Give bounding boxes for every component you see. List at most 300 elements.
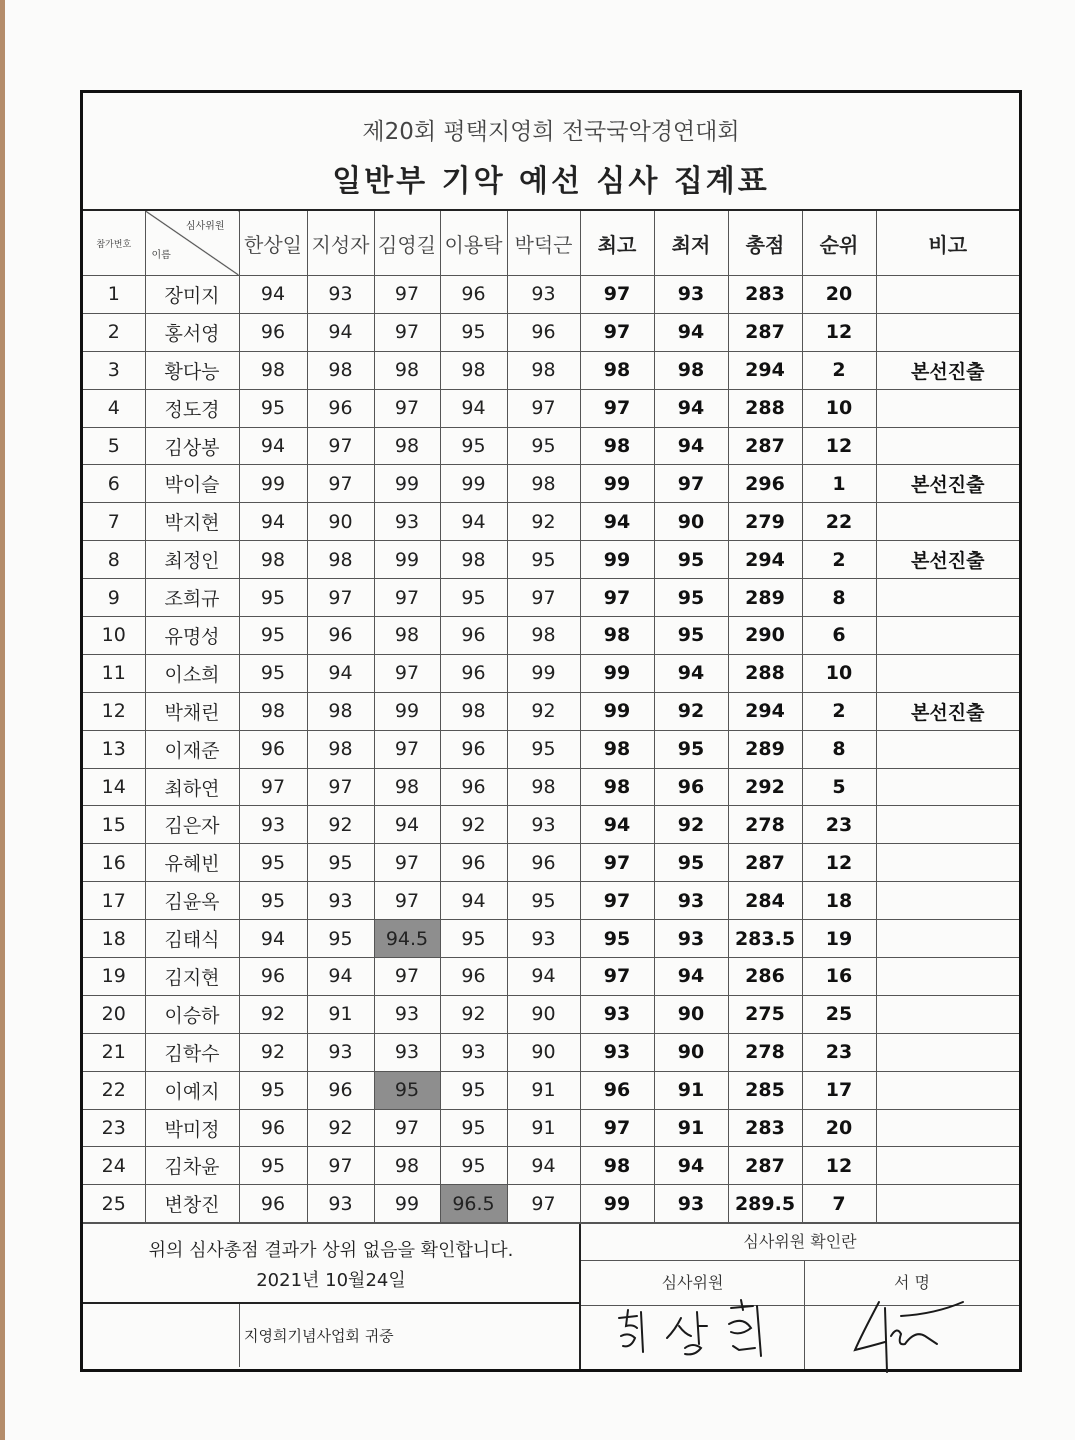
judge-score: 96 xyxy=(307,1071,374,1109)
judge-score: 95 xyxy=(440,579,507,617)
note xyxy=(876,730,1019,768)
low-score: 91 xyxy=(654,1071,728,1109)
judge-score: 98 xyxy=(374,1147,440,1185)
judge-score: 93 xyxy=(507,276,580,314)
col-number-header: 참가번호 xyxy=(83,211,145,276)
judge-score: 93 xyxy=(239,806,307,844)
organization-name: 지영희기념사업회 귀중 xyxy=(244,1327,394,1346)
participant-name: 황다능 xyxy=(145,351,239,389)
participant-number: 14 xyxy=(83,768,145,806)
high-score: 99 xyxy=(580,654,654,692)
high-score: 97 xyxy=(580,313,654,351)
high-score: 98 xyxy=(580,1147,654,1185)
note xyxy=(876,617,1019,655)
judge-score: 95 xyxy=(440,920,507,958)
rank: 19 xyxy=(802,920,876,958)
judge-score: 95 xyxy=(440,1071,507,1109)
judge-score: 96 xyxy=(239,1109,307,1147)
judge-score: 92 xyxy=(307,1109,374,1147)
judge-score: 93 xyxy=(507,920,580,958)
judge-score: 95 xyxy=(239,844,307,882)
note xyxy=(876,1071,1019,1109)
note xyxy=(876,276,1019,314)
judge-score: 99 xyxy=(374,541,440,579)
confirm-statement xyxy=(83,1224,579,1304)
note xyxy=(876,654,1019,692)
judge-score: 90 xyxy=(507,1033,580,1071)
note xyxy=(876,768,1019,806)
judge-score: 96 xyxy=(307,389,374,427)
note xyxy=(876,920,1019,958)
participant-number: 17 xyxy=(83,882,145,920)
note xyxy=(876,1109,1019,1147)
judge-score: 91 xyxy=(507,1071,580,1109)
rank: 12 xyxy=(802,427,876,465)
judge-score: 98 xyxy=(239,541,307,579)
judge-score: 98 xyxy=(239,351,307,389)
participant-number: 19 xyxy=(83,958,145,996)
sign-label: 서 명 xyxy=(805,1261,1019,1306)
participant-number: 13 xyxy=(83,730,145,768)
rank: 2 xyxy=(802,692,876,730)
total-score: 287 xyxy=(728,313,802,351)
table-row xyxy=(83,1147,1019,1185)
participant-name: 김지현 xyxy=(145,958,239,996)
judge-score: 97 xyxy=(374,958,440,996)
judge-score: 96 xyxy=(440,617,507,655)
note xyxy=(876,1147,1019,1185)
judge-score: 93 xyxy=(507,806,580,844)
participant-name: 이소희 xyxy=(145,654,239,692)
sheet-title: 일반부 기악 예선 심사 집계표 xyxy=(332,164,770,199)
judge-score: 97 xyxy=(374,654,440,692)
participant-name: 변창진 xyxy=(145,1185,239,1223)
header-row xyxy=(83,211,1019,276)
total-score: 294 xyxy=(728,541,802,579)
col-note-header: 비고 xyxy=(876,211,1019,276)
judge-score: 98 xyxy=(307,541,374,579)
participant-name: 김윤옥 xyxy=(145,882,239,920)
title-block xyxy=(83,93,1019,211)
rank: 5 xyxy=(802,768,876,806)
col-high-header: 최고 xyxy=(580,211,654,276)
participant-number: 3 xyxy=(83,351,145,389)
low-score: 94 xyxy=(654,427,728,465)
judge-score: 95 xyxy=(507,427,580,465)
judge-score: 96 xyxy=(239,958,307,996)
low-score: 94 xyxy=(654,313,728,351)
participant-number: 22 xyxy=(83,1071,145,1109)
judge-score: 94 xyxy=(307,654,374,692)
low-score: 94 xyxy=(654,1147,728,1185)
judge-score: 92 xyxy=(507,692,580,730)
judge-score: 98 xyxy=(374,427,440,465)
participant-number: 23 xyxy=(83,1109,145,1147)
total-score: 288 xyxy=(728,654,802,692)
judge-score: 98 xyxy=(307,351,374,389)
handwritten-signature xyxy=(805,1296,1021,1376)
judge-score: 95 xyxy=(307,920,374,958)
diag-name-label: 이름 xyxy=(151,250,171,261)
high-score: 98 xyxy=(580,730,654,768)
judge-score: 97 xyxy=(374,389,440,427)
table-row xyxy=(83,806,1019,844)
judge-score: 94 xyxy=(440,503,507,541)
participant-number: 5 xyxy=(83,427,145,465)
rank: 23 xyxy=(802,1033,876,1071)
participant-name: 김은자 xyxy=(145,806,239,844)
col-name-header xyxy=(145,211,239,276)
judge-score: 97 xyxy=(307,465,374,503)
judge-score: 94 xyxy=(239,503,307,541)
table-row xyxy=(83,730,1019,768)
footer-left xyxy=(83,1224,581,1369)
judge-score: 97 xyxy=(374,730,440,768)
col-judge-header: 이용탁 xyxy=(440,211,507,276)
low-score: 93 xyxy=(654,276,728,314)
high-score: 93 xyxy=(580,1033,654,1071)
handwritten-name-signature xyxy=(581,1296,805,1376)
total-score: 290 xyxy=(728,617,802,655)
rank: 10 xyxy=(802,654,876,692)
judge-score: 90 xyxy=(307,503,374,541)
total-score: 283.5 xyxy=(728,920,802,958)
organization-row xyxy=(83,1304,579,1367)
high-score: 94 xyxy=(580,806,654,844)
low-score: 92 xyxy=(654,692,728,730)
low-score: 95 xyxy=(654,617,728,655)
judge-score: 97 xyxy=(307,427,374,465)
low-score: 94 xyxy=(654,389,728,427)
judge-label: 심사위원 xyxy=(581,1261,804,1306)
judge-score: 95 xyxy=(239,882,307,920)
participant-number: 9 xyxy=(83,579,145,617)
judge-score: 95 xyxy=(440,1109,507,1147)
high-score: 98 xyxy=(580,427,654,465)
note xyxy=(876,389,1019,427)
participant-number: 24 xyxy=(83,1147,145,1185)
total-score: 279 xyxy=(728,503,802,541)
total-score: 289 xyxy=(728,579,802,617)
high-score: 97 xyxy=(580,389,654,427)
total-score: 286 xyxy=(728,958,802,996)
score-table xyxy=(83,211,1019,1223)
rank: 25 xyxy=(802,995,876,1033)
participant-name: 이예지 xyxy=(145,1071,239,1109)
judge-score: 95 xyxy=(239,389,307,427)
high-score: 93 xyxy=(580,995,654,1033)
participant-name: 홍서영 xyxy=(145,313,239,351)
low-score: 98 xyxy=(654,351,728,389)
total-score: 278 xyxy=(728,806,802,844)
participant-number: 10 xyxy=(83,617,145,655)
judge-confirm-title: 심사위원 확인란 xyxy=(581,1224,1019,1261)
table-row xyxy=(83,541,1019,579)
table-row xyxy=(83,995,1019,1033)
score-table-body xyxy=(83,276,1019,1223)
judge-score: 96 xyxy=(440,730,507,768)
participant-number: 6 xyxy=(83,465,145,503)
low-score: 94 xyxy=(654,654,728,692)
judge-score: 92 xyxy=(440,995,507,1033)
score-sheet xyxy=(80,90,1022,1372)
total-score: 287 xyxy=(728,427,802,465)
rank: 22 xyxy=(802,503,876,541)
participant-name: 장미지 xyxy=(145,276,239,314)
table-row xyxy=(83,768,1019,806)
judge-score: 94 xyxy=(507,1147,580,1185)
note xyxy=(876,1185,1019,1223)
judge-score: 96 xyxy=(307,617,374,655)
judge-score: 98 xyxy=(440,541,507,579)
rank: 7 xyxy=(802,1185,876,1223)
judge-score: 95 xyxy=(440,427,507,465)
total-score: 284 xyxy=(728,882,802,920)
judge-score: 96 xyxy=(440,958,507,996)
high-score: 97 xyxy=(580,1109,654,1147)
participant-number: 1 xyxy=(83,276,145,314)
judge-score: 99 xyxy=(440,465,507,503)
judge-score: 98 xyxy=(440,351,507,389)
judge-score: 98 xyxy=(239,692,307,730)
judge-score: 97 xyxy=(239,768,307,806)
total-score: 287 xyxy=(728,1147,802,1185)
col-judge-header: 한상일 xyxy=(239,211,307,276)
low-score: 97 xyxy=(654,465,728,503)
table-row xyxy=(83,654,1019,692)
judge-score: 97 xyxy=(307,1147,374,1185)
judge-score: 94 xyxy=(239,276,307,314)
low-score: 93 xyxy=(654,1185,728,1223)
low-score: 94 xyxy=(654,958,728,996)
table-row xyxy=(83,920,1019,958)
signature-cell xyxy=(805,1306,1019,1369)
total-score: 278 xyxy=(728,1033,802,1071)
note xyxy=(876,579,1019,617)
judge-score: 96 xyxy=(440,768,507,806)
judge-score: 98 xyxy=(507,465,580,503)
judge-score: 92 xyxy=(239,1033,307,1071)
total-score: 296 xyxy=(728,465,802,503)
participant-name: 이재준 xyxy=(145,730,239,768)
low-score: 90 xyxy=(654,503,728,541)
participant-name: 유혜빈 xyxy=(145,844,239,882)
note: 본선진출 xyxy=(876,351,1019,389)
note xyxy=(876,995,1019,1033)
judge-score: 92 xyxy=(440,806,507,844)
low-score: 91 xyxy=(654,1109,728,1147)
table-row xyxy=(83,465,1019,503)
judge-score: 94 xyxy=(440,882,507,920)
judge-score: 94 xyxy=(440,389,507,427)
rank: 16 xyxy=(802,958,876,996)
judge-score: 95 xyxy=(507,541,580,579)
rank: 6 xyxy=(802,617,876,655)
table-row xyxy=(83,844,1019,882)
participant-name: 김태식 xyxy=(145,920,239,958)
participant-name: 조희규 xyxy=(145,579,239,617)
participant-number: 4 xyxy=(83,389,145,427)
rank: 20 xyxy=(802,1109,876,1147)
high-score: 97 xyxy=(580,882,654,920)
total-score: 292 xyxy=(728,768,802,806)
judge-score: 97 xyxy=(507,1185,580,1223)
table-row xyxy=(83,1109,1019,1147)
rank: 17 xyxy=(802,1071,876,1109)
judge-score: 94 xyxy=(307,958,374,996)
low-score: 95 xyxy=(654,541,728,579)
high-score: 99 xyxy=(580,541,654,579)
table-row xyxy=(83,1033,1019,1071)
judge-score: 96 xyxy=(440,654,507,692)
rank: 20 xyxy=(802,276,876,314)
judge-score: 99 xyxy=(239,465,307,503)
judge-score: 95 xyxy=(239,1071,307,1109)
participant-number: 15 xyxy=(83,806,145,844)
judge-score: 95 xyxy=(507,730,580,768)
judge-score: 97 xyxy=(307,768,374,806)
judge-score: 95 xyxy=(307,844,374,882)
judge-score: 93 xyxy=(307,1185,374,1223)
participant-name: 최정인 xyxy=(145,541,239,579)
judge-score: 98 xyxy=(374,617,440,655)
judge-score: 99 xyxy=(507,654,580,692)
judge-score: 92 xyxy=(507,503,580,541)
judge-score: 99 xyxy=(374,465,440,503)
col-rank-header: 순위 xyxy=(802,211,876,276)
note xyxy=(876,427,1019,465)
judge-score: 92 xyxy=(239,995,307,1033)
high-score: 99 xyxy=(580,1185,654,1223)
note xyxy=(876,958,1019,996)
table-row xyxy=(83,351,1019,389)
table-row xyxy=(83,692,1019,730)
judge-score: 97 xyxy=(374,844,440,882)
low-score: 90 xyxy=(654,1033,728,1071)
judge-score: 99 xyxy=(374,1185,440,1223)
high-score: 98 xyxy=(580,351,654,389)
judge-score: 97 xyxy=(374,1109,440,1147)
table-row xyxy=(83,427,1019,465)
judge-column xyxy=(581,1261,805,1369)
judge-score: 93 xyxy=(374,1033,440,1071)
judge-score: 96 xyxy=(239,730,307,768)
judge-score: 95 xyxy=(239,654,307,692)
total-score: 283 xyxy=(728,276,802,314)
participant-number: 20 xyxy=(83,995,145,1033)
judge-score: 99 xyxy=(374,692,440,730)
note xyxy=(876,313,1019,351)
judge-score: 94 xyxy=(307,313,374,351)
judge-score: 93 xyxy=(307,882,374,920)
total-score: 285 xyxy=(728,1071,802,1109)
judge-score: 97 xyxy=(374,882,440,920)
judge-score: 94 xyxy=(239,920,307,958)
judge-score: 98 xyxy=(507,768,580,806)
judge-score: 96 xyxy=(440,276,507,314)
judge-score: 98 xyxy=(374,768,440,806)
high-score: 98 xyxy=(580,768,654,806)
judge-grid xyxy=(581,1261,1019,1369)
participant-number: 8 xyxy=(83,541,145,579)
table-row xyxy=(83,503,1019,541)
low-score: 95 xyxy=(654,579,728,617)
judge-score: 94 xyxy=(374,806,440,844)
high-score: 98 xyxy=(580,617,654,655)
total-score: 289.5 xyxy=(728,1185,802,1223)
rank: 10 xyxy=(802,389,876,427)
high-score: 97 xyxy=(580,844,654,882)
judge-score: 90 xyxy=(507,995,580,1033)
judge-score: 93 xyxy=(307,1033,374,1071)
table-row xyxy=(83,1185,1019,1223)
note: 본선진출 xyxy=(876,692,1019,730)
high-score: 97 xyxy=(580,958,654,996)
judge-score: 96 xyxy=(507,313,580,351)
rank: 8 xyxy=(802,730,876,768)
participant-name: 박지현 xyxy=(145,503,239,541)
judge-score: 95 xyxy=(507,882,580,920)
total-score: 288 xyxy=(728,389,802,427)
organization-blank-cell xyxy=(83,1304,240,1367)
judge-score: 96 xyxy=(440,844,507,882)
table-row xyxy=(83,617,1019,655)
judge-name-signature xyxy=(581,1306,804,1369)
participant-number: 2 xyxy=(83,313,145,351)
competition-subtitle: 제20회 평택지영희 전국국악경연대회 xyxy=(362,119,740,145)
judge-score: 95 xyxy=(239,617,307,655)
low-score: 90 xyxy=(654,995,728,1033)
footer xyxy=(83,1223,1019,1369)
participant-name: 박이슬 xyxy=(145,465,239,503)
judge-score: 92 xyxy=(307,806,374,844)
table-row xyxy=(83,882,1019,920)
judge-score: 95 xyxy=(440,1147,507,1185)
judge-score: 95 xyxy=(374,1071,440,1109)
low-score: 95 xyxy=(654,844,728,882)
judge-score: 97 xyxy=(507,389,580,427)
rank: 12 xyxy=(802,1147,876,1185)
col-total-header: 총점 xyxy=(728,211,802,276)
total-score: 283 xyxy=(728,1109,802,1147)
total-score: 294 xyxy=(728,692,802,730)
low-score: 93 xyxy=(654,920,728,958)
participant-name: 김학수 xyxy=(145,1033,239,1071)
note xyxy=(876,503,1019,541)
table-row xyxy=(83,313,1019,351)
judge-score: 97 xyxy=(374,313,440,351)
judge-score: 96 xyxy=(507,844,580,882)
total-score: 287 xyxy=(728,844,802,882)
judge-score: 93 xyxy=(307,276,374,314)
confirm-date: 2021년 10월24일 xyxy=(256,1270,406,1292)
judge-score: 98 xyxy=(307,692,374,730)
total-score: 289 xyxy=(728,730,802,768)
judge-score: 97 xyxy=(507,579,580,617)
table-row xyxy=(83,958,1019,996)
judge-score: 91 xyxy=(307,995,374,1033)
high-score: 97 xyxy=(580,276,654,314)
judge-score: 93 xyxy=(374,503,440,541)
participant-number: 16 xyxy=(83,844,145,882)
rank: 18 xyxy=(802,882,876,920)
judge-score: 93 xyxy=(374,995,440,1033)
judge-score: 98 xyxy=(440,692,507,730)
participant-name: 박채린 xyxy=(145,692,239,730)
col-judge-header: 박덕근 xyxy=(507,211,580,276)
note xyxy=(876,806,1019,844)
high-score: 96 xyxy=(580,1071,654,1109)
